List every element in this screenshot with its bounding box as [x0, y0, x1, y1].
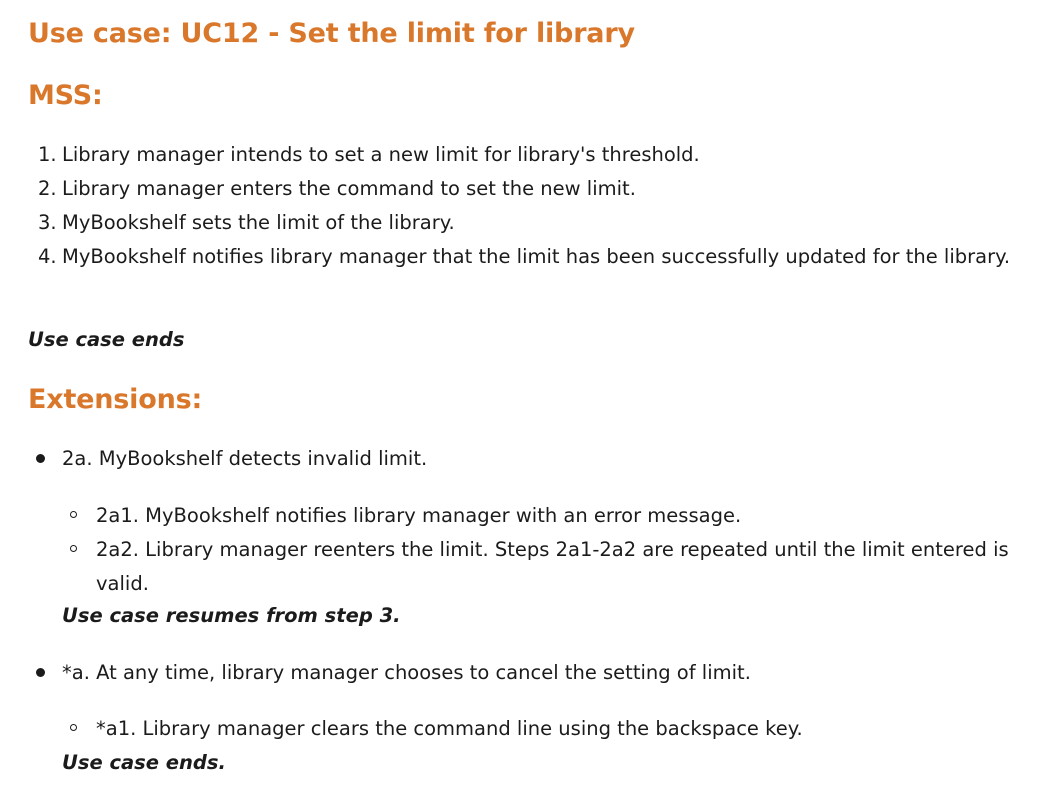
extension-substep-text: *a1. Library manager clears the command line using the backspace key. — [96, 717, 803, 740]
page-title: Use case: UC12 - Set the limit for library — [28, 18, 635, 49]
mss-step-number: 2. — [38, 177, 57, 200]
extension-substeps-list — [62, 712, 1022, 746]
extension-substep — [62, 712, 1022, 746]
circle-bullet-icon — [70, 724, 77, 731]
mss-step — [28, 172, 1018, 206]
extension-item — [28, 442, 1028, 476]
mss-step-text: MyBookshelf notifies library manager that the limit has been successfully updated for the library. — [62, 245, 1011, 268]
mss-step — [28, 240, 1018, 274]
mss-steps-list — [28, 138, 1018, 274]
extensions-heading: Extensions: — [28, 384, 203, 415]
mss-step — [28, 138, 1018, 172]
extension-substep-text: 2a2. Library manager reenters the limit. Steps 2a1-2a2 are repeated until the limit entered is valid. — [96, 538, 1009, 595]
extension-substeps-list — [62, 499, 1022, 601]
mss-step-text: Library manager intends to set a new limit for library's threshold. — [62, 143, 700, 166]
circle-bullet-icon — [70, 511, 77, 518]
mss-step-number: 4. — [38, 245, 57, 268]
extension-item — [28, 656, 1028, 690]
mss-step-number: 1. — [38, 143, 57, 166]
extension-note: Use case ends. — [62, 751, 226, 774]
extension-substep — [62, 533, 1022, 601]
extension-substep — [62, 499, 1022, 533]
extension-note: Use case resumes from step 3. — [62, 604, 401, 627]
mss-step — [28, 206, 1018, 240]
mss-step-text: Library manager enters the command to set the new limit. — [62, 177, 636, 200]
bullet-icon — [36, 454, 45, 463]
mss-end-note: Use case ends — [28, 328, 185, 351]
circle-bullet-icon — [70, 545, 77, 552]
bullet-icon — [36, 668, 45, 677]
extension-text: 2a. MyBookshelf detects invalid limit. — [62, 447, 428, 470]
extension-text: *a. At any time, library manager chooses to cancel the setting of limit. — [62, 661, 751, 684]
mss-step-number: 3. — [38, 211, 57, 234]
extension-substep-text: 2a1. MyBookshelf notifies library manager with an error message. — [96, 504, 742, 527]
mss-heading: MSS: — [28, 80, 103, 111]
mss-step-text: MyBookshelf sets the limit of the library. — [62, 211, 455, 234]
